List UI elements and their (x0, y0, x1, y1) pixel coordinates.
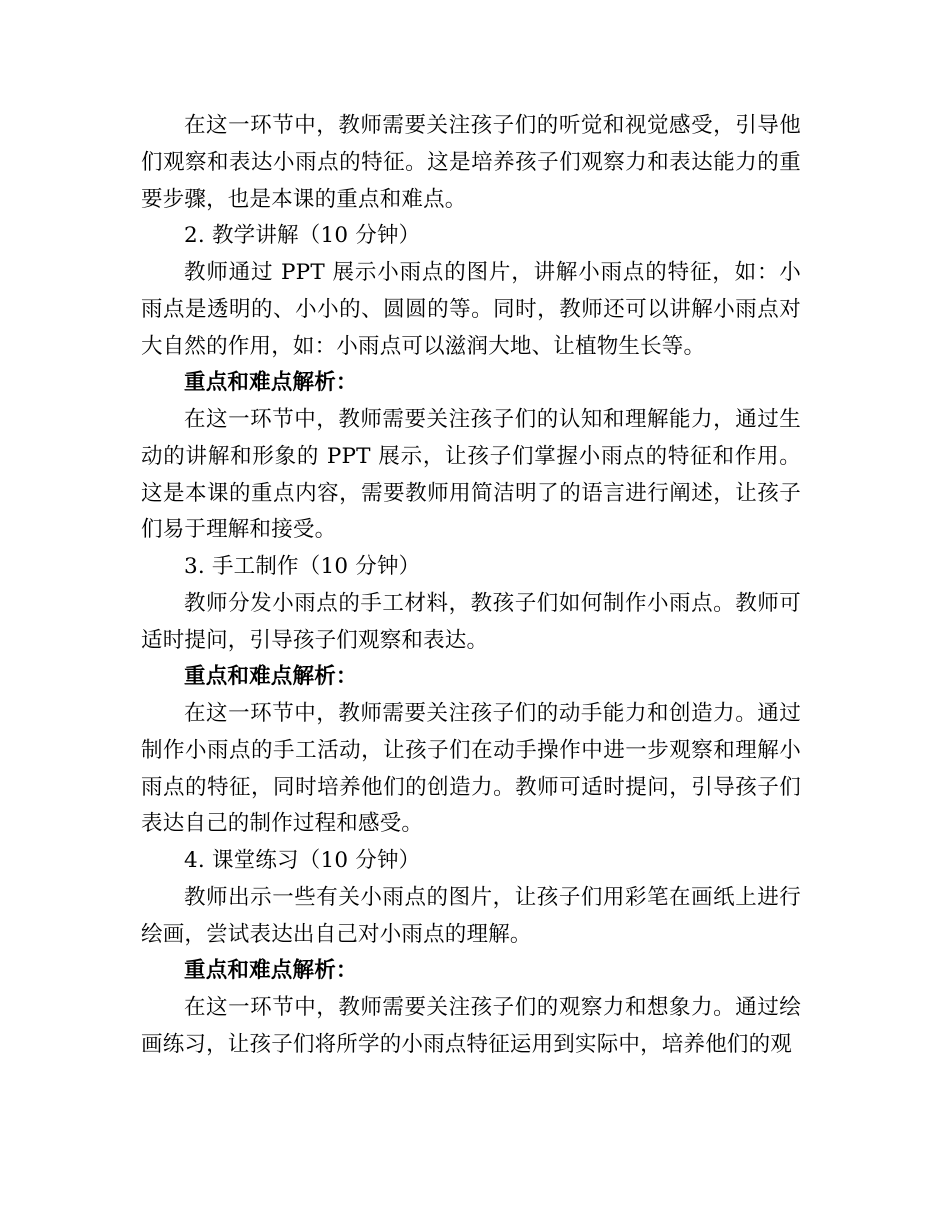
paragraph-teaching-explanation: 教师通过 PPT 展示小雨点的图片，讲解小雨点的特征，如：小雨点是透明的、小小的、圆圆的等。同时，教师还可以讲解小雨点对大自然的作用，如：小雨点可以滋润大地、让植物生长等。 (141, 260, 801, 359)
key-points-label: 重点和难点解析： (184, 958, 358, 984)
paragraph-listening-observation: 在这一环节中，教师需要关注孩子们的听觉和视觉感受，引导他们观察和表达小雨点的特征。这是培养孩子们观察力和表达能力的重要步骤，也是本课的重点和难点。 (141, 113, 801, 212)
paragraph-handcraft: 教师分发小雨点的手工材料，教孩子们如何制作小雨点。教师可适时提问，引导孩子们观察和表达。 (141, 590, 801, 653)
paragraph-key-points-explanation: 在这一环节中，教师需要关注孩子们的认知和理解能力，通过生动的讲解和形象的 PPT 展示，让孩子们掌握小雨点的特征和作用。这是本课的重点内容，需要教师用简洁明了的语言进行阐述，让孩子们易于理解和接受。 (141, 407, 801, 543)
document-body (141, 108, 801, 1064)
paragraph-class-practice: 教师出示一些有关小雨点的图片，让孩子们用彩笔在画纸上进行绘画，尝试表达出自己对小雨点的理解。 (141, 884, 801, 947)
key-points-label: 重点和难点解析： (184, 370, 358, 396)
paragraph-key-points-handcraft: 在这一环节中，教师需要关注孩子们的动手能力和创造力。通过制作小雨点的手工活动，让孩子们在动手操作中进一步观察和理解小雨点的特征，同时培养他们的创造力。教师可适时提问，引导孩子们表达自己的制作过程和感受。 (141, 701, 801, 837)
section-heading-handcraft: 3. 手工制作（10 分钟） (184, 554, 421, 579)
key-points-label: 重点和难点解析： (184, 664, 358, 690)
section-heading-teaching-explanation: 2. 教学讲解（10 分钟） (184, 223, 421, 249)
section-heading-class-practice: 4. 课堂练习（10 分钟） (184, 848, 421, 873)
paragraph-key-points-practice: 在这一环节中，教师需要关注孩子们的观察力和想象力。通过绘画练习，让孩子们将所学的小雨点特征运用到实际中，培养他们的观 (141, 995, 801, 1057)
